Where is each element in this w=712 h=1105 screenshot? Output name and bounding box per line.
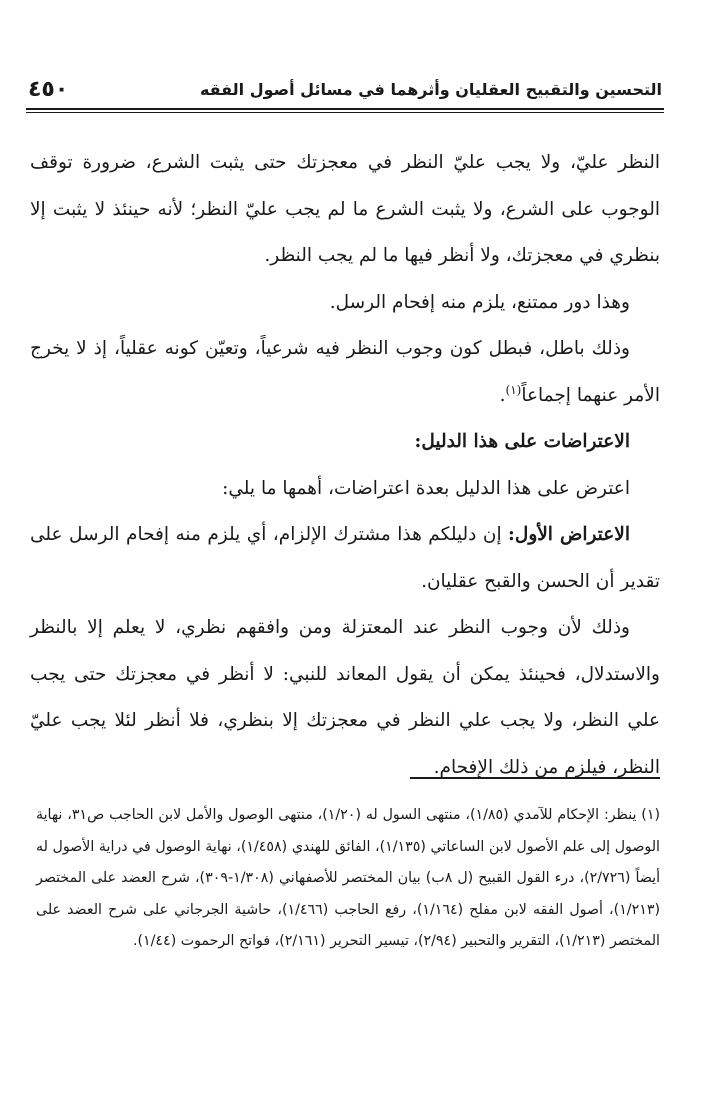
paragraph-text: وذلك باطل، فبطل كون وجوب النظر فيه شرعياً، وتعيّن كونه عقلياً، إذ لا يخرج الأمر عنهما إجماعاً <box>30 338 660 406</box>
paragraph: وذلك لأن وجوب النظر عند المعتزلة ومن وافقهم نظري، لا يعلم إلا بالنظر والاستدلال، فحينئذ يمكن أن يقول المعاند للنبي: لا أنظر في معجزتك حتى يجب علي النظر، ولا يجب علي النظر في معجزتك إلا بنظري، فلا أنظر لئلا يجب عليّ النظر، فيلزم من ذلك الإفحام. <box>30 617 660 778</box>
footnote-text: (١) ينظر: الإحكام للآمدي (١/٨٥)، منتهى السول له (١/٢٠)، منتهى الوصول والأمل لابن الحاجب ص٣١، نهاية الوصول إلى علم الأصول لابن الساعاتي (١/١٣٥)، الفائق للهندي (١/٤٥٨)، نهاية الوصول في دراية الأصول له أيضاً (٢/٧٢٦)، درء القول القبيح (ل ٨ب) بيان المختصر للأصفهاني (١/٣٠٨-٣٠٩)، شرح العضد على المختصر (١/٢١٣)، أصول الفقه لابن مفلح (١/١٦٤)، رفع الحاجب (١/٤٦٦)، حاشية الجرجاني على شرح العضد على المختصر (١/٢١٣)، التقرير والتحبير (٢/٩٤)، تيسير التحرير (٢/١٦١)، فواتح الرحموت (١/٤٤). <box>36 807 661 949</box>
objection-label: الاعتراض الأول: <box>508 524 630 545</box>
header-rule-thin <box>26 112 664 113</box>
running-head-title: التحسين والتقبيح العقليان وأثرهما في مسائل أصول الفقه <box>199 80 662 99</box>
footnote-separator <box>410 777 660 779</box>
section-heading: الاعتراضات على هذا الدليل: <box>414 431 630 452</box>
paragraph: اعترض على هذا الدليل بعدة اعتراضات، أهمها ما يلي: <box>222 477 630 499</box>
header-rule <box>26 108 664 110</box>
footnote <box>36 800 660 958</box>
paragraph-end: . <box>499 384 506 406</box>
paragraph <box>30 512 660 605</box>
running-head <box>28 74 662 104</box>
main-text <box>30 140 660 791</box>
paragraph: وهذا دور ممتنع، يلزم منه إفحام الرسل. <box>329 291 630 313</box>
footnote-reference: (١) <box>505 382 522 397</box>
paragraph <box>30 326 660 419</box>
paragraph: النظر عليّ، ولا يجب عليّ النظر في معجزتك حتى يثبت الشرع، ضرورة توقف الوجوب على الشرع، ولا يثبت الشرع ما لم يجب عليّ النظر؛ لأنه حينئذ لا يثبت إلا بنظري في معجزتك، ولا أنظر فيها ما لم يجب النظر. <box>30 152 660 266</box>
page-number: ٤٥٠ <box>28 77 69 102</box>
paragraph-text: إن دليلكم هذا مشترك الإلزام، أي يلزم منه إفحام الرسل على تقدير أن الحسن والقبح عقليان. <box>30 524 660 592</box>
